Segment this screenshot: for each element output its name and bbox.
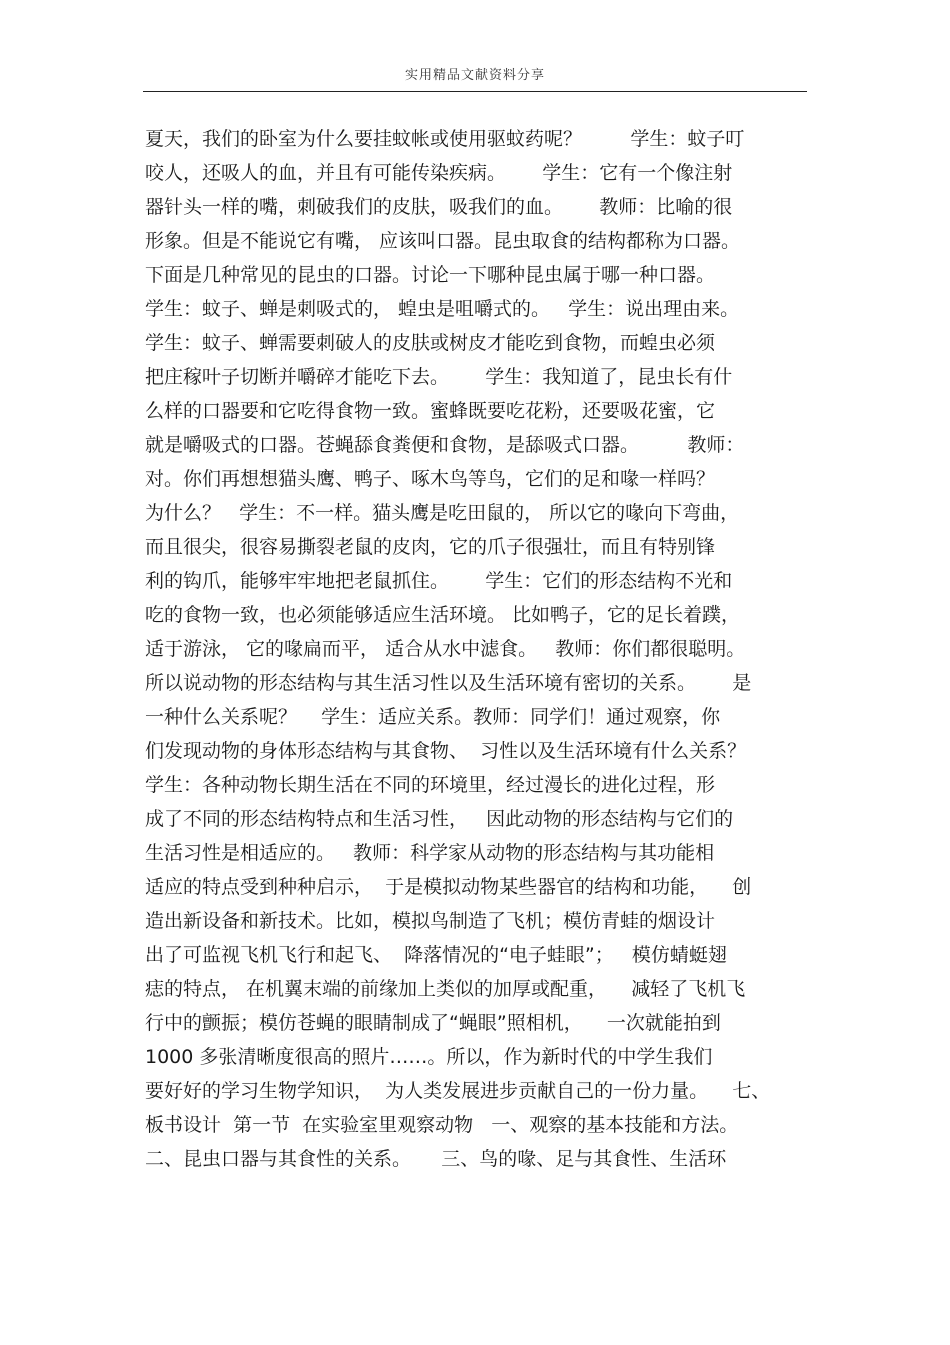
text-line: 咬人，还吸人的血，并且有可能传染疾病。 学生：它有一个像注射	[145, 162, 733, 184]
text-line: 形象。但是不能说它有嘴， 应该叫口器。昆虫取食的结构都称为口器。	[145, 230, 741, 252]
text-line: 们发现动物的身体形态结构与其食物、 习性以及生活环境有什么关系？	[145, 740, 747, 762]
text-line: 生活习性是相适应的。 教师：科学家从动物的形态结构与其功能相	[145, 842, 715, 864]
text-line: 利的钩爪，能够牢牢地把老鼠抓住。 学生：它们的形态结构不光和	[145, 570, 733, 592]
text-line: 痣的特点， 在机翼末端的前缘加上类似的加厚或配重， 减轻了飞机飞	[145, 978, 746, 1000]
text-line: 器针头一样的嘴，刺破我们的皮肤，吸我们的血。 教师：比喻的很	[145, 196, 733, 218]
text-line: 为什么？ 学生：不一样。猫头鹰是吃田鼠的， 所以它的喙向下弯曲，	[145, 502, 740, 524]
text-line: 行中的颤振；模仿苍蝇的眼睛制成了“蝇眼”照相机， 一次就能拍到	[145, 1012, 721, 1034]
page-header: 实用精品文献资料分享	[404, 68, 545, 83]
text-line: 要好好的学习生物学知识， 为人类发展进步贡献自己的一份力量。 七、	[145, 1080, 771, 1102]
text-line: 适应的特点受到种种启示， 于是模拟动物某些器官的结构和功能， 创	[145, 876, 752, 898]
text-line: 么样的口器要和它吃得食物一致。蜜蜂既要吃花粉，还要吸花蜜，它	[145, 400, 716, 422]
text-line: 而且很尖，很容易撕裂老鼠的皮肉，它的爪子很强壮，而且有特别锋	[145, 536, 716, 558]
text-line: 对。你们再想想猫头鹰、鸭子、啄木鸟等鸟，它们的足和喙一样吗？	[145, 468, 716, 490]
text-line: 二、昆虫口器与其食性的关系。 三、鸟的喙、足与其食性、生活环	[145, 1148, 727, 1170]
text-line: 夏天，我们的卧室为什么要挂蚊帐或使用驱蚊药呢？ 学生：蚊子叮	[145, 128, 745, 150]
text-line: 出了可监视飞机飞行和起飞、 降落情况的“电子蛙眼”； 模仿蜻蜓翅	[145, 944, 727, 966]
text-line: 所以说动物的形态结构与其生活习性以及生活环境有密切的关系。 是	[145, 672, 752, 694]
text-line: 就是嚼吸式的口器。苍蝇舔食粪便和食物，是舔吸式口器。 教师：	[145, 434, 745, 456]
document-body	[145, 122, 825, 1176]
header-divider	[143, 91, 807, 92]
text-line: 1000 多张清晰度很高的照片……。所以，作为新时代的中学生我们	[145, 1046, 713, 1068]
text-line: 下面是几种常见的昆虫的口器。讨论一下哪种昆虫属于哪一种口器。	[145, 264, 716, 286]
text-line: 吃的食物一致，也必须能够适应生活环境。 比如鸭子，它的足长着蹼，	[145, 604, 741, 626]
text-line: 一种什么关系呢？ 学生：适应关系。教师：同学们！通过观察，你	[145, 706, 721, 728]
text-line: 学生：蚊子、蝉是刺吸式的， 蝗虫是咀嚼式的。 学生：说出理由来。	[145, 298, 740, 320]
text-line: 学生：蚊子、蝉需要刺破人的皮肤或树皮才能吃到食物，而蝗虫必须	[145, 332, 716, 354]
text-line: 造出新设备和新技术。比如，模拟鸟制造了飞机；模仿青蛙的烟设计	[145, 910, 716, 932]
text-line: 板书设计 第一节 在实验室里观察动物 一、观察的基本技能和方法。	[145, 1114, 739, 1136]
text-line: 学生：各种动物长期生活在不同的环境里，经过漫长的进化过程，形	[145, 774, 716, 796]
text-line: 适于游泳， 它的喙扁而平， 适合从水中滤食。 教师：你们都很聪明。	[145, 638, 746, 660]
text-line: 把庄稼叶子切断并嚼碎才能吃下去。 学生：我知道了，昆虫长有什	[145, 366, 733, 388]
text-line: 成了不同的形态结构特点和生活习性， 因此动物的形态结构与它们的	[145, 808, 734, 830]
